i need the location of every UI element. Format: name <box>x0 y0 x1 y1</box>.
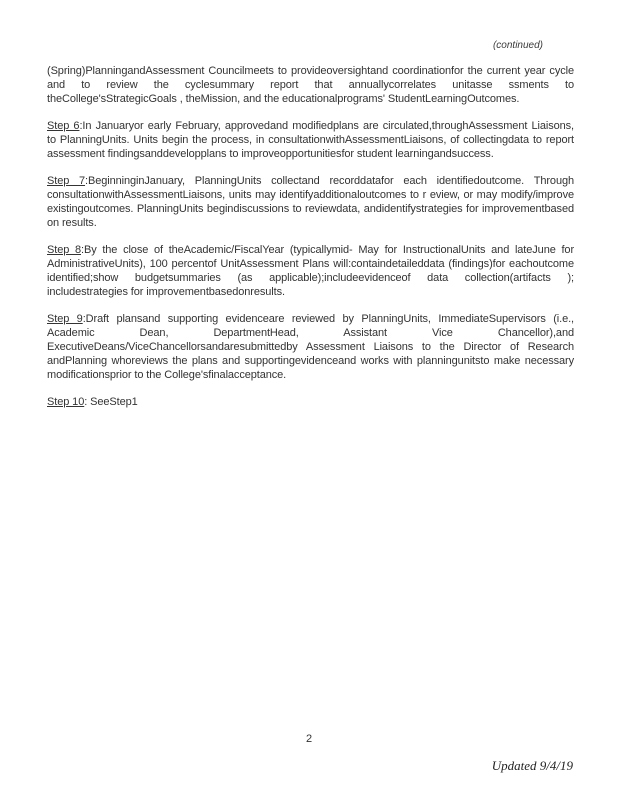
step-8-paragraph <box>47 243 574 299</box>
step-6-label: Step 6 <box>47 120 80 132</box>
page-number: 2 <box>305 733 313 745</box>
step-10-text: : SeeStep1 <box>84 396 138 408</box>
document-body <box>47 64 574 422</box>
step-9-label: Step 9 <box>47 313 83 325</box>
step-6-text: :In Januaryor early February, approvedand modifiedplans are circulated,throughAssessment Liaisons, to PlanningUnits. Units begin the process, in consultationwithAssessmentLiaisons, of collectingdata to report assessment findingsanddevelopplans to improveopportunitiesfor student learningandsuccess. <box>47 120 575 160</box>
updated-note: Updated 9/4/19 <box>491 758 573 773</box>
continued-note: (continued) <box>492 40 543 51</box>
step-6-paragraph <box>47 119 574 161</box>
step-8-label: Step 8 <box>47 244 81 256</box>
step-7-text: :BeginninginJanuary, PlanningUnits collectand recorddatafor each identifiedoutcome. Through consultationwithAssessmentLiaisons, units may identifyadditionaloutcomes to r eview, or may modify/improve existingoutcomes. PlanningUnits begindiscussions to reviewdata, andidentifystrategies for improvementbased on results. <box>47 175 574 229</box>
step-9-paragraph <box>47 312 574 382</box>
step-9-text: :Draft plansand supporting evidenceare reviewed by PlanningUnits, ImmediateSupervisors (i.e., Academic Dean, DepartmentHead, Assistant Vice Chancellor),and ExecutiveDeans/ViceChancellorsandaresubmittedby Assessment Liaisons to the Director of Research andPlanning whoreviews the plans and supportingevidenceand works with planningunitsto make necessary modificationsprior to the College'sfinalacceptance. <box>47 313 575 381</box>
step-10-paragraph <box>47 395 574 409</box>
step-8-text: :By the close of theAcademic/FiscalYear (typicallymid- May for InstructionalUnits and lateJune for AdministrativeUnits), 100 percentof UnitAssessment Plans will:containdetaileddata (findings)for eachoutcome identified;show budgetsummaries (as applicable);includeevidenceof data collection(artifacts ); includestrategies for improvementbasedonresults. <box>47 244 575 298</box>
step-10-label: Step 10 <box>47 396 85 408</box>
intro-paragraph: (Spring)PlanningandAssessment Councilmeets to provideoversightand coordinationfor the current year cycle and to review the cyclesummary report that annuallycorrelates unitasse ssments to theCollege'sStrategicGoals , theMission, and the educationalprograms' StudentLearningOutcomes. <box>47 65 574 105</box>
step-7-label: Step 7 <box>47 175 86 187</box>
step-7-paragraph <box>47 174 574 230</box>
